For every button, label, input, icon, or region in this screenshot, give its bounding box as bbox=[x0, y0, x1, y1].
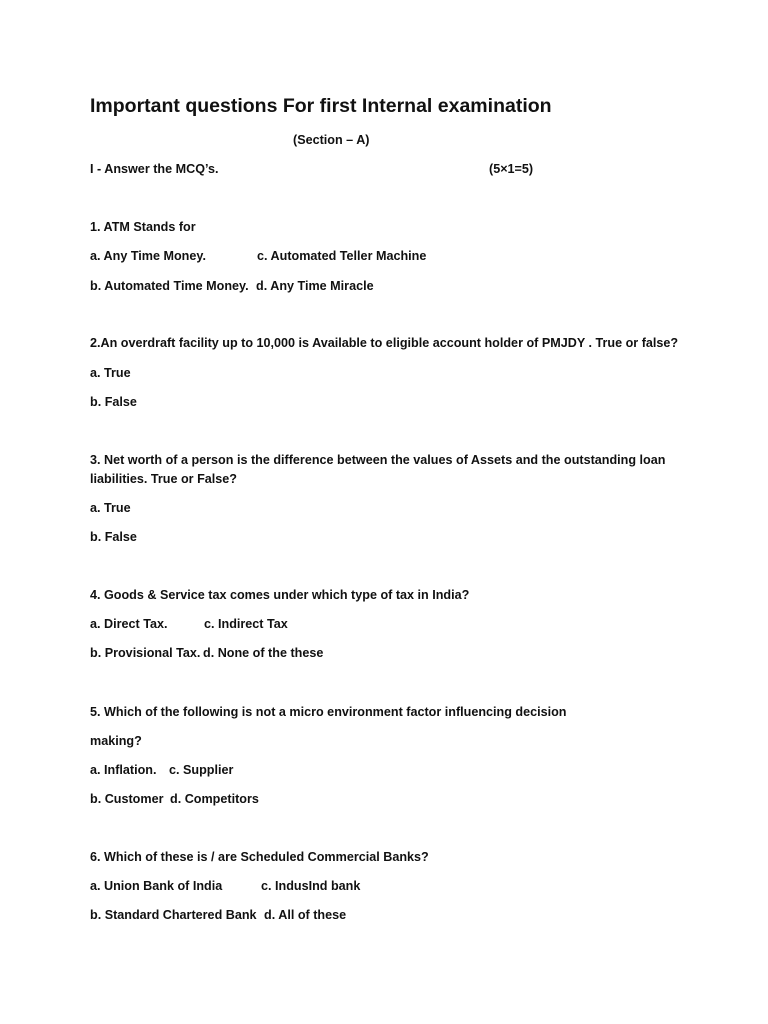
q6-option-b: b. Standard Chartered Bank bbox=[90, 908, 257, 922]
question-3-line-1: 3. Net worth of a person is the difference between the values of Assets and the outstanding loan bbox=[90, 453, 666, 467]
marks-label: (5×1=5) bbox=[489, 162, 534, 176]
q4-option-d: d. None of the these bbox=[203, 646, 324, 660]
q4-option-a: a. Direct Tax. bbox=[90, 617, 168, 631]
question-2: 2.An overdraft facility up to 10,000 is Available to eligible account holder of PMJDY . True or false? bbox=[90, 336, 679, 350]
question-4: 4. Goods & Service tax comes under which type of tax in India? bbox=[90, 588, 470, 602]
q1-option-d: d. Any Time Miracle bbox=[256, 279, 374, 293]
q6-option-d: d. All of these bbox=[264, 908, 347, 922]
question-1: 1. ATM Stands for bbox=[90, 220, 196, 234]
question-5-line-2: making? bbox=[90, 734, 142, 748]
q6-option-c: c. IndusInd bank bbox=[261, 879, 361, 893]
q3-option-b: b. False bbox=[90, 530, 137, 544]
q1-option-a: a. Any Time Money. bbox=[90, 249, 206, 263]
q5-option-b: b. Customer bbox=[90, 792, 164, 806]
q5-option-a: a. Inflation. bbox=[90, 763, 157, 777]
q2-option-b: b. False bbox=[90, 395, 137, 409]
q6-option-a: a. Union Bank of India bbox=[90, 879, 223, 893]
q4-option-b: b. Provisional Tax. bbox=[90, 646, 201, 660]
q5-option-c: c. Supplier bbox=[169, 763, 234, 777]
instruction-label: I - Answer the MCQ’s. bbox=[90, 162, 219, 176]
q5-option-d: d. Competitors bbox=[170, 792, 259, 806]
q2-option-a: a. True bbox=[90, 366, 131, 380]
q3-option-a: a. True bbox=[90, 501, 131, 515]
question-3-line-2: liabilities. True or False? bbox=[90, 472, 237, 486]
page-title: Important questions For first Internal examination bbox=[90, 95, 552, 117]
q1-option-b: b. Automated Time Money. bbox=[90, 279, 249, 293]
question-6: 6. Which of these is / are Scheduled Commercial Banks? bbox=[90, 850, 429, 864]
q4-option-c: c. Indirect Tax bbox=[204, 617, 288, 631]
question-5-line-1: 5. Which of the following is not a micro environment factor influencing decision bbox=[90, 705, 567, 719]
q1-option-c: c. Automated Teller Machine bbox=[257, 249, 427, 263]
section-heading: (Section – A) bbox=[293, 133, 370, 147]
